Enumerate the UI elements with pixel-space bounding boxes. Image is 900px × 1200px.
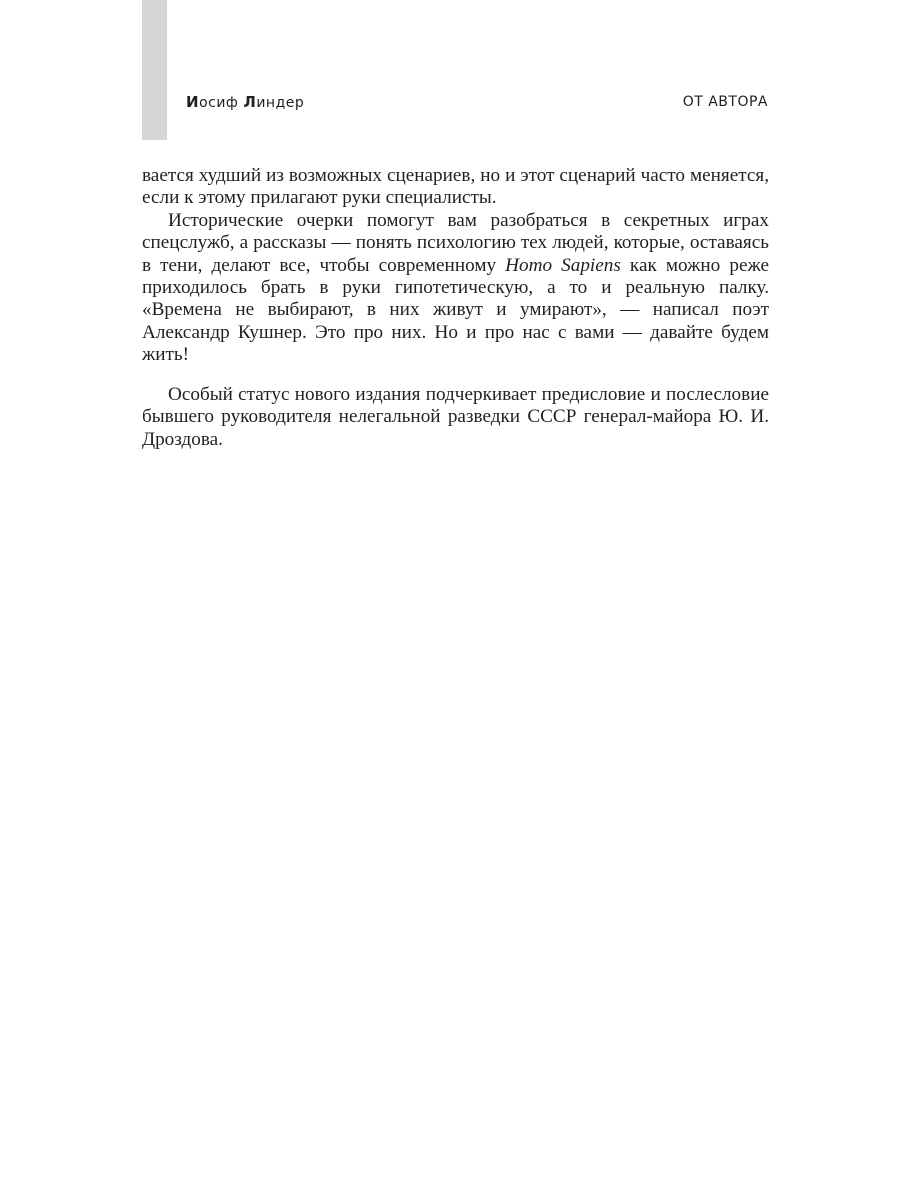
running-header [186, 92, 768, 112]
paragraph-historical-essays [142, 210, 769, 367]
paragraph-text-start: Исторические очерки помогут вам разобраться в секретных играх спецслужб, а рассказы — понять психологию тех людей, которые, оставаясь в тени, делают все, чтобы современному [142, 209, 769, 276]
body-text-block-edition-note [142, 384, 769, 451]
italic-term-homo-sapiens: Homo Sapiens [505, 254, 621, 276]
header-section-title: ОТ АВТОРА [682, 94, 768, 110]
header-author-name [186, 93, 304, 111]
margin-tab-bar [142, 0, 167, 140]
author-first-rest: осиф [199, 95, 244, 111]
body-text-block-main [142, 165, 769, 367]
paragraph-continuation: вается худший из возможных сценариев, но и этот сценарий часто меняется, если к этому прилагают руки специалисты. [142, 165, 769, 209]
author-last-rest: индер [256, 95, 305, 111]
author-first-initial: И [186, 93, 200, 111]
paragraph-text-end: как можно реже приходилось брать в руки гипотетическую, а то и реальную палку. «Времена не выбирают, в них живут и умирают», — написал поэт Александр Кушнер. Это про них. Но и про нас с вами — давайте будем жить! [142, 254, 769, 366]
author-last-initial: Л [243, 93, 257, 111]
paragraph-edition-status: Особый статус нового издания подчеркивает предисловие и послесловие бывшего руководителя нелегальной разведки СССР генерал-майора Ю. И. Дроздова. [142, 384, 769, 450]
